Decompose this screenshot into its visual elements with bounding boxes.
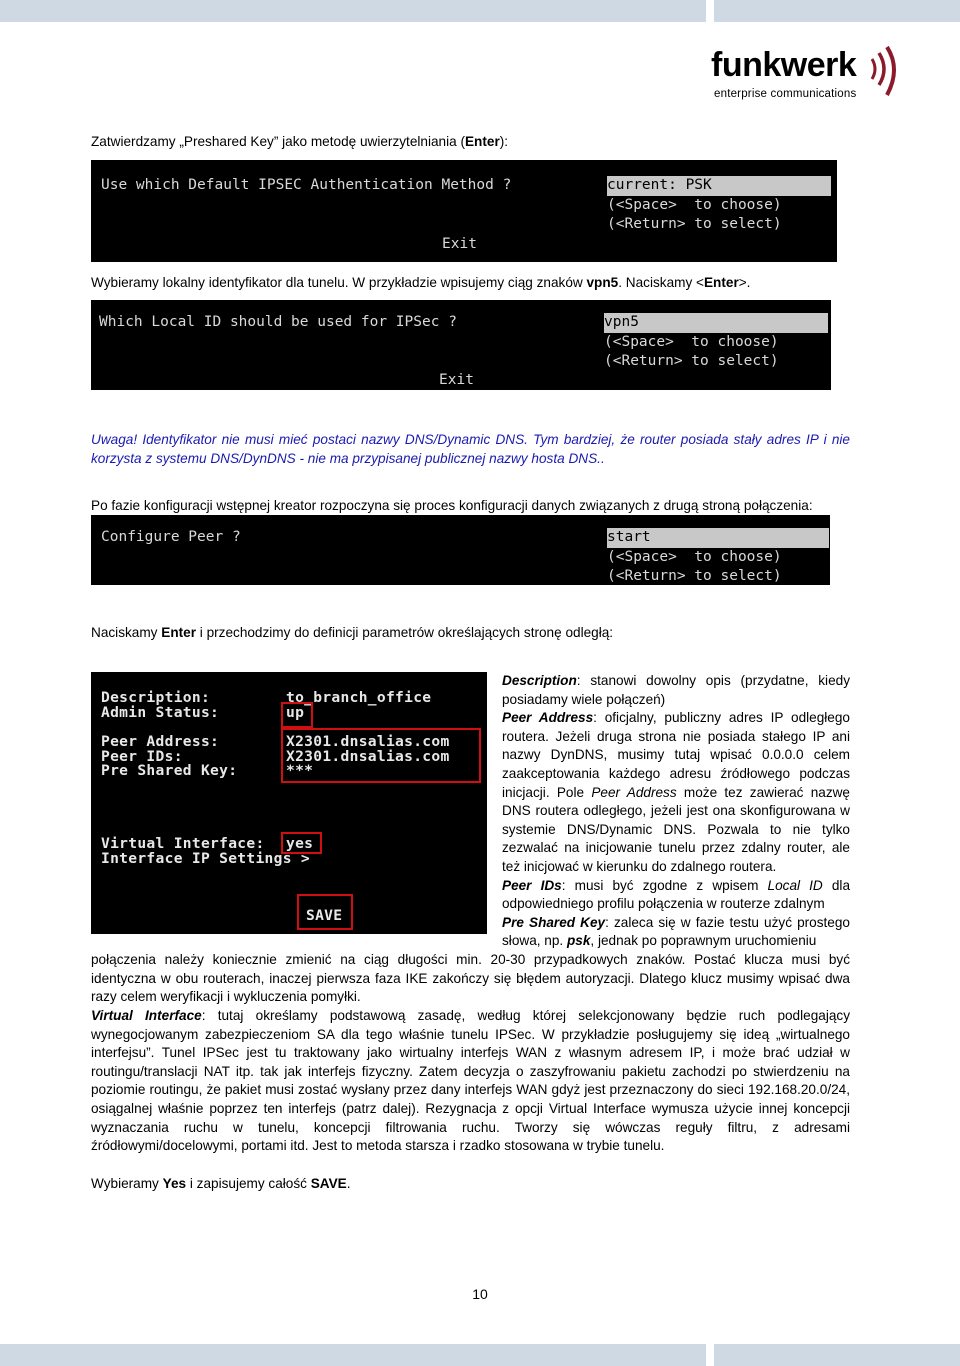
term3-option-choose: (<Space> to choose) (607, 549, 782, 565)
header-bar-left (0, 0, 706, 22)
side-description: Description: stanowi dowolny opis (przydatne, kiedy posiadamy wiele połączeń) Peer Address: oficjalny, publiczny adres IP odległego routera. Jeżeli druga strona nie posiada stałego IP ani nazwy DynDNS, musimy tutaj wpisać 0.0.0.0 celem zaakceptowania każdego adresu źródłowego podczas inicjacji. Pole Peer Address może tez zawierać nazwę DNS routera odległego, jeżeli jest ona skonfigurowana w systemie DNS/Dynamic DNS. Pozwala to nie tylko zezwalać na inicjowanie tunelu przez zdalny router, ale też inicjować w kierunku do zdalnego routera. Peer IDs: musi być zgodne z wpisem Local ID dla odpowiedniego profilu połączenia w routerze zdalnym Pre Shared Key: zaleca się w fazie testu użyć prostego słowa, np. psk, jednak po poprawnym uruchomieniu (502, 673, 851, 949)
term1-option-select: (<Return> to select) (607, 216, 782, 232)
save-button[interactable]: SAVE (306, 907, 343, 924)
term3-option-select: (<Return> to select) (607, 568, 782, 584)
term3-question: Configure Peer ? (101, 529, 241, 545)
highlight-admin-status (281, 702, 313, 728)
value-admin-status[interactable]: up (286, 704, 305, 721)
label-interface-ip-settings[interactable]: Interface IP Settings > (101, 850, 310, 867)
terminal-peer-settings (91, 672, 487, 934)
footer-bar-right (714, 1344, 960, 1366)
intro-peer: Po fazie konfiguracji wstępnej kreator rozpoczyna się proces konfiguracji danych związanych z drugą stroną połączenia: (91, 498, 813, 513)
label-virtual-interface: Virtual Interface: (101, 835, 265, 852)
label-peer-ids: Peer IDs: (101, 748, 183, 765)
intro-psk: Zatwierdzamy „Preshared Key” jako metodę uwierzytelniania (Enter): (91, 134, 509, 149)
value-pre-shared-key[interactable]: *** (286, 762, 314, 779)
intro-remote-params: Naciskamy Enter i przechodzimy do definicji parametrów określających stronę odległą: (91, 625, 614, 640)
footer-bar-left (0, 1344, 706, 1366)
label-peer-address: Peer Address: (101, 733, 220, 750)
term1-option-choose: (<Space> to choose) (607, 197, 782, 213)
value-peer-ids[interactable]: X2301.dnsalias.com (286, 748, 450, 765)
highlight-save (297, 894, 353, 930)
terminal-local-id (91, 300, 831, 390)
page-number: 10 (472, 1286, 488, 1302)
value-description[interactable]: to_branch_office (286, 689, 432, 706)
value-virtual-interface[interactable]: yes (286, 835, 314, 852)
term1-question: Use which Default IPSEC Authentication Method ? (101, 177, 512, 193)
term2-option-select: (<Return> to select) (604, 353, 779, 369)
intro-local-id: Wybieramy lokalny identyfikator dla tunelu. W przykładzie wpisujemy ciąg znaków vpn5. Naciskamy <Enter>. (91, 275, 751, 290)
final-instruction: Wybieramy Yes i zapisujemy całość SAVE. (91, 1176, 351, 1191)
terminal-auth-method (91, 160, 837, 262)
term2-question: Which Local ID should be used for IPSec ? (99, 314, 457, 330)
note-warning: Uwaga! Identyfikator nie musi mieć postaci nazwy DNS/Dynamic DNS. Tym bardziej, że router posiada stały adres IP i nie korzysta z systemu DNS/DynDNS - nie ma przypisanej publicznej nazwy hosta DNS.. (91, 432, 850, 466)
header-bar-right (714, 0, 960, 22)
logo-tagline: enterprise communications (714, 88, 857, 100)
value-peer-address[interactable]: X2301.dnsalias.com (286, 733, 450, 750)
term1-current[interactable]: current: PSK (607, 176, 831, 196)
logo-word: funkwerk (711, 46, 857, 84)
label-description: Description: (101, 689, 211, 706)
psk-continuation: połączenia należy koniecznie zmienić na ciąg długości min. 20-30 przypadkowych znaków. Postać klucza musi być identyczna w obu routerach, inaczej pierwsza faza IKE zakończy się błędem autoryzacji. Dlatego klucz musimy wpisać dwa razy celem weryfikacji i wykluczenia pomyłki. (91, 952, 850, 1005)
term2-option-choose: (<Space> to choose) (604, 334, 779, 350)
term3-current[interactable]: start (607, 528, 829, 548)
term1-exit[interactable]: Exit (442, 236, 477, 252)
terminal-configure-peer (91, 515, 830, 585)
signal-arcs-icon (869, 45, 901, 101)
term2-current[interactable]: vpn5 (604, 313, 828, 333)
label-admin-status: Admin Status: (101, 704, 220, 721)
term2-exit[interactable]: Exit (439, 372, 474, 388)
highlight-peer-fields (281, 728, 481, 783)
virtual-interface-description: Virtual Interface: tutaj określamy podstawową zasadę, według której selekcjonowany będzie ruch podlegający wynegocjowanym zabezpieczeniom SA dla tego właśnie tunelu IPSec. W przykładzie posługujemy się ideą „wirtualnego interfejsu”. Tunel IPSec jest tu traktowany jako wirtualny interfejs WAN z własnym adresem IP, i może brać udział w routingu/translacji NAT itp. tak jak interfejs fizyczny. Zatem decyzja o zaszyfrowaniu pakietu zachodzi po stwierdzeniu na poziomie routingu, że pakiet musi zostać wysłany przez dany interfejs WAN gdyż jest przeznaczony do sieci 192.168.20.0/24, osiągalnej właśnie poprzez ten interfejs (patrz dalej). Rezygnacja z opcji Virtual Interface wymusza użycie innej koncepcji wyznaczania ruchu w tunelu, koncepcji filtrowania ruchu. Tworzy się wówczas reguły filtru, z adresami źródłowymi/docelowymi, portami itd. Jest to metoda starsza i rzadko stosowana w trybie tunelu. (91, 1008, 850, 1154)
funkwerk-logo (711, 45, 901, 105)
label-pre-shared-key: Pre Shared Key: (101, 762, 238, 779)
